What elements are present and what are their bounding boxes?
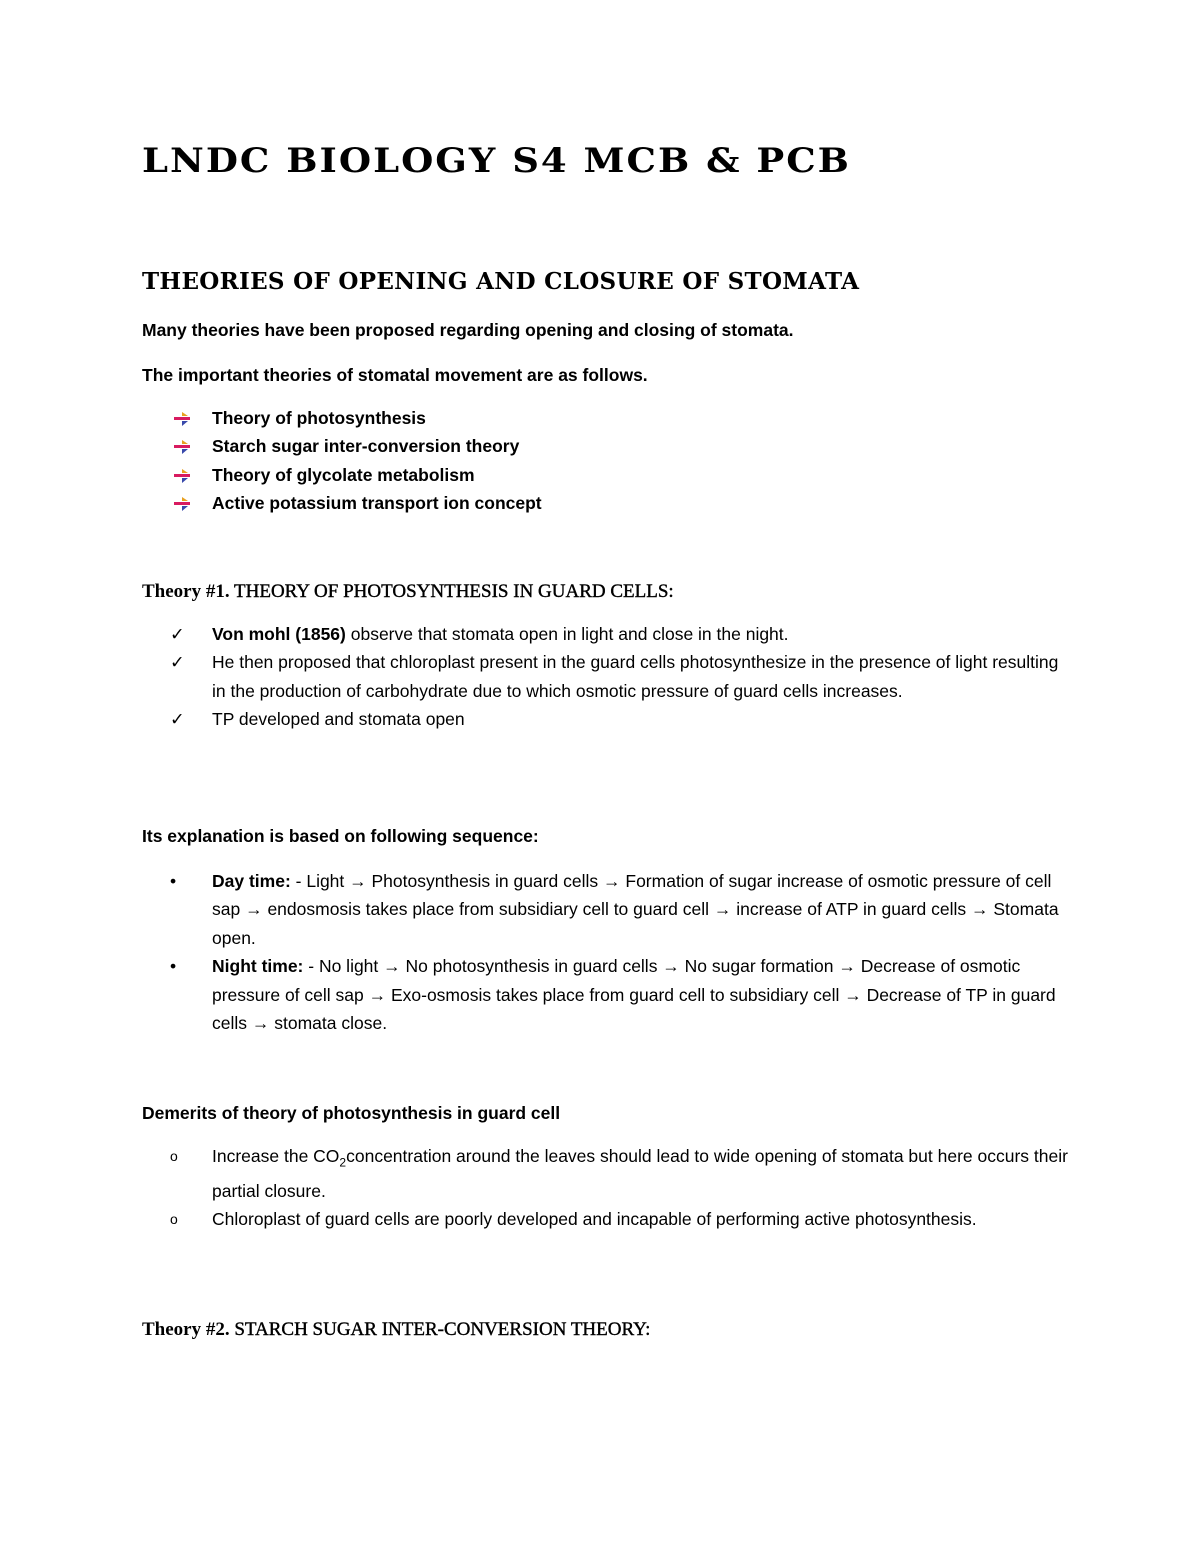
check-icon: ✓	[170, 652, 185, 673]
list-item	[170, 489, 1070, 517]
theory-2-prefix: Theory #2.	[142, 1319, 230, 1340]
theory-1-title: THEORY OF PHOTOSYNTHESIS IN GUARD CELLS:	[229, 581, 674, 602]
point-bold: Von mohl (1856)	[212, 624, 346, 644]
section-title: THEORIES OF OPENING AND CLOSURE OF STOMATA	[142, 268, 860, 295]
sequence-text: - Light → Photosynthesis in guard cells → Formation of sugar increase of osmotic pressure of cell sap → endosmosis takes place from subsidiary cell to guard cell → increase of ATP in guard cells → Stomata open.	[212, 871, 1059, 948]
theory-2-title: STARCH SUGAR INTER-CONVERSION THEORY:	[229, 1319, 651, 1340]
sequence-text: - No light → No photosynthesis in guard cells → No sugar formation → Decrease of osmotic pressure of cell sap → Exo-osmosis takes place from guard cell to subsidiary cell → Decrease of TP in guard cells → stomata close.	[212, 956, 1056, 1034]
arrow-bullet-icon	[174, 440, 192, 454]
bullet-dot-icon: •	[170, 871, 177, 891]
bullet-dot-icon: •	[170, 956, 177, 977]
theory-1-heading	[142, 578, 674, 606]
intro-paragraph-2: The important theories of stomatal movement are as follows.	[142, 365, 648, 385]
explanation-heading: Its explanation is based on following sequence:	[142, 826, 539, 846]
bullet-circle-icon: o	[170, 1211, 178, 1228]
point-text: TP developed and stomata open	[212, 709, 465, 730]
list-item	[170, 952, 1070, 1037]
list-item	[170, 867, 1070, 952]
demerits-heading: Demerits of theory of photosynthesis in guard cell	[142, 1103, 561, 1123]
demerit-text-before: Increase the CO	[212, 1146, 340, 1166]
list-item	[170, 461, 1070, 489]
sequence-label: Day time:	[212, 871, 291, 891]
list-item	[170, 432, 1070, 460]
list-item-label: Starch sugar inter-conversion theory	[212, 436, 520, 457]
theories-list	[170, 404, 1070, 518]
demerit-text-before: Chloroplast of guard cells are poorly developed and incapable of performing active photosynthesis.	[212, 1209, 977, 1230]
list-item	[170, 620, 1070, 648]
document-title: LNDC BIOLOGY S4 MCB & PCB	[142, 140, 851, 181]
point-text: He then proposed that chloroplast present in the guard cells photosynthesize in the presence of light resulting in the production of carbohydrate due to which osmotic pressure of guard cells increases.	[212, 652, 1059, 701]
check-icon: ✓	[170, 709, 185, 730]
list-item-label: Theory of glycolate metabolism	[212, 464, 475, 485]
list-item	[170, 648, 1070, 705]
check-icon: ✓	[170, 624, 185, 644]
arrow-bullet-icon	[174, 469, 192, 483]
list-item	[170, 1205, 1070, 1233]
list-item	[170, 705, 1070, 733]
list-item-label: Theory of photosynthesis	[212, 408, 426, 428]
list-item	[170, 404, 1070, 432]
theory-2-heading	[142, 1316, 650, 1344]
intro-paragraph-1: Many theories have been proposed regarding opening and closing of stomata.	[142, 320, 794, 340]
bullet-circle-icon: o	[170, 1148, 178, 1164]
arrow-bullet-icon	[174, 497, 192, 511]
demerit-text-after: concentration around the leaves should lead to wide opening of stomata but here occurs their partial closure.	[212, 1146, 1068, 1201]
demerits-list	[170, 1142, 1070, 1234]
list-item-label: Active potassium transport ion concept	[212, 493, 542, 514]
sequence-label: Night time:	[212, 956, 304, 977]
list-item	[170, 1142, 1070, 1205]
arrow-bullet-icon	[174, 412, 192, 426]
sequence-list	[170, 867, 1070, 1037]
point-text: observe that stomata open in light and close in the night.	[345, 624, 789, 644]
demerit-subscript: 2	[339, 1155, 347, 1170]
theory-1-points	[170, 620, 1070, 734]
theory-1-prefix: Theory #1.	[142, 581, 230, 602]
